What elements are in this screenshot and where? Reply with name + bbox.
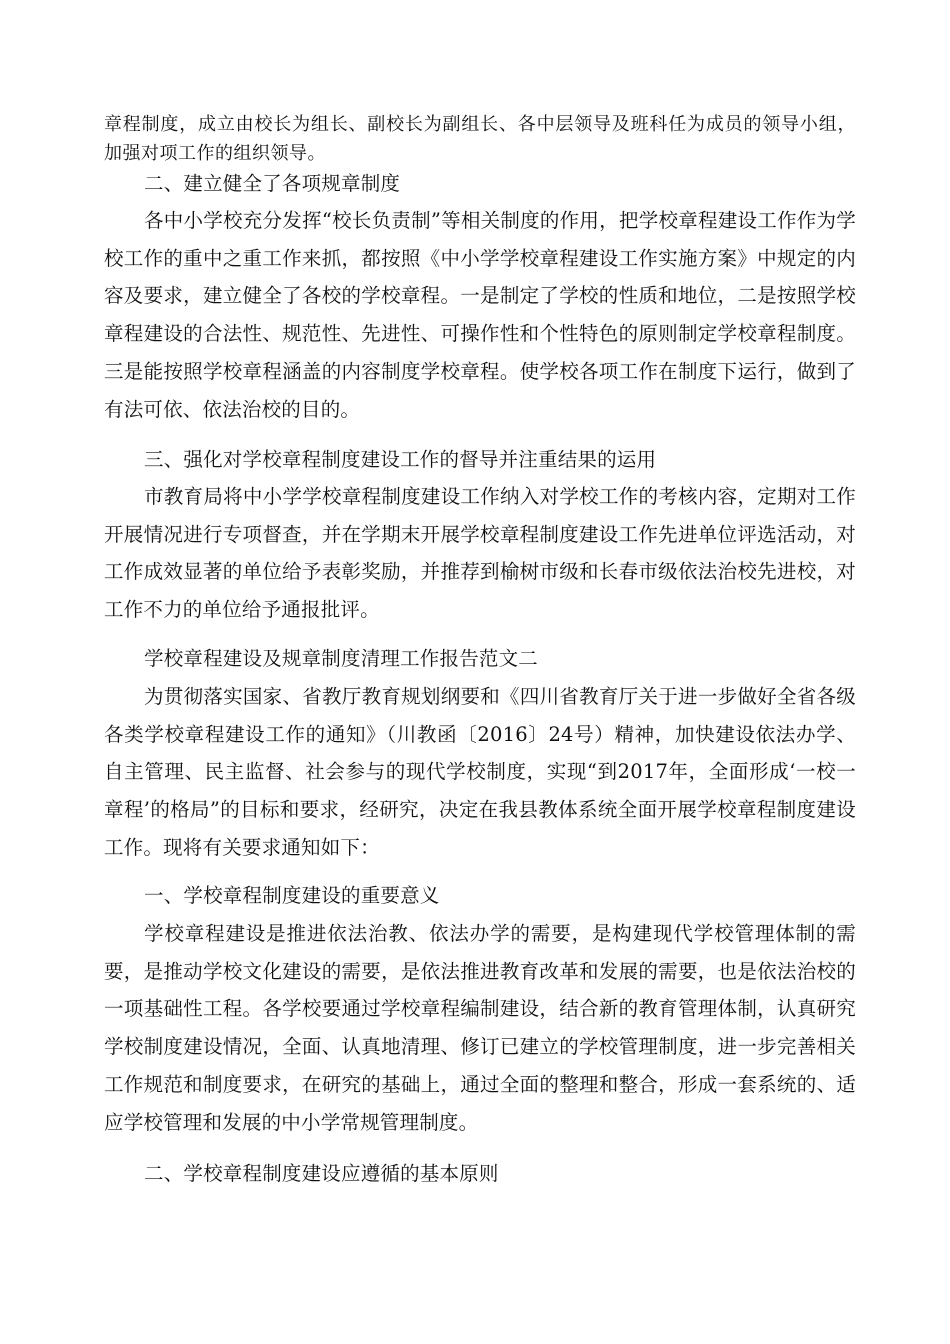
paragraph-notice-intro: 为贯彻落实国家、省教厅教育规划纲要和《四川省教育厅关于进一步做好全省各级各类学校章程建设工作的通知》（川教函〔2016〕24号）精神，加快建设依法办学、自主管理、民主监督、社会参与的现代学校制度，实现“到2017年，全面形成‘一校一章程’的格局”的目标和要求，经研究，决定在我县教体系统全面开展学校章程制度建设工作。现将有关要求通知如下： xyxy=(104,685,856,859)
paragraph-continuation: 章程制度，成立由校长为组长、副校长为副组长、各中层领导及班科任为成员的领导小组，加强对项工作的组织领导。 xyxy=(104,114,856,164)
paragraph-significance: 学校章程建设是推进依法治教、依法办学的需要，是构建现代学校管理体制的需要，是推动学校文化建设的需要，是依法推进教育改革和发展的需要，也是依法治校的一项基础性工程。各学校要通过学校章程编制建设，结合新的教育管理体制，认真研究学校制度建设情况，全面、认真地清理、修订已建立的学校管理制度，进一步完善相关工作规范和制度要求，在研究的基础上，通过全面的整理和整合，形成一套系统的、适应学校管理和发展的中小学常规管理制度。 xyxy=(104,922,856,1134)
paragraph-supervision: 市教育局将中小学学校章程制度建设工作纳入对学校工作的考核内容，定期对工作开展情况进行专项督查，并在学期末开展学校章程制度建设工作先进单位评选活动，对工作成效显著的单位给予表彰奖励，并推荐到榆树市级和长春市级依法治校先进校，对工作不力的单位给予通报批评。 xyxy=(104,485,856,622)
report-title-two: 学校章程建设及规章制度清理工作报告范文二 xyxy=(144,647,539,670)
section-heading-1-significance: 一、学校章程制度建设的重要意义 xyxy=(144,884,440,907)
paragraph-regulations: 各中小学校充分发挥“校长负责制”等相关制度的作用，把学校章程建设工作作为学校工作的重中之重工作来抓，都按照《中小学学校章程建设工作实施方案》中规定的内容及要求，建立健全了各校的学校章程。一是制定了学校的性质和地位，二是按照学校章程建设的合法性、规范性、先进性、可操作性和个性特色的原则制定学校章程制度。三是能按照学校章程涵盖的内容制度学校章程。使学校各项工作在制度下运行，做到了有法可依、依法治校的目的。 xyxy=(104,209,856,421)
section-heading-3: 三、强化对学校章程制度建设工作的督导并注重结果的运用 xyxy=(144,448,657,471)
section-heading-2: 二、建立健全了各项规章制度 xyxy=(144,172,401,195)
section-heading-2-principles: 二、学校章程制度建设应遵循的基本原则 xyxy=(144,1162,499,1185)
